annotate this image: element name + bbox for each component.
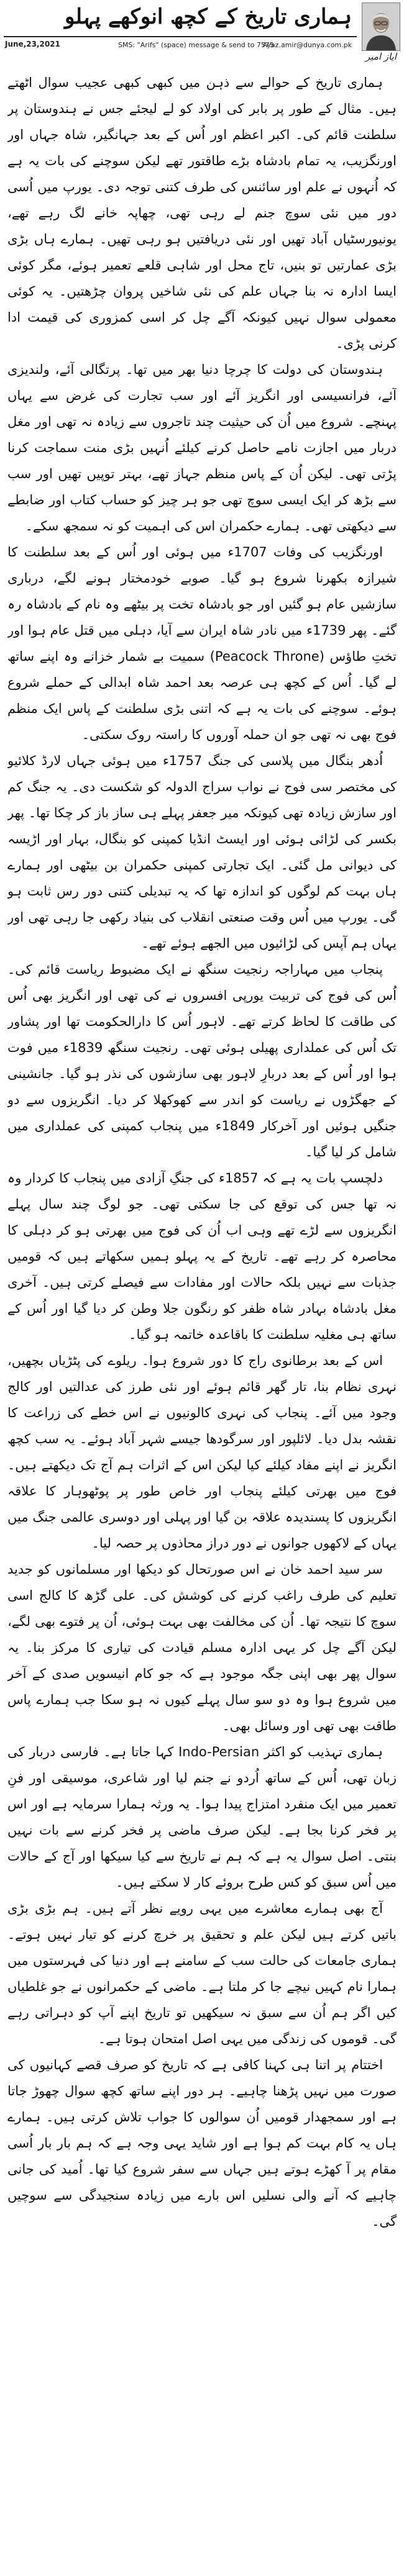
author-email: Ayaz.amir@dunya.com.pk <box>262 41 352 49</box>
author-portrait-icon <box>362 2 400 51</box>
article-paragraph: آج بھی ہمارے معاشرے میں یہی رویے نظر آتے ہیں۔ ہم بڑی بڑی باتیں کرتے ہیں لیکن علم و تحقیق پر خرچ کرنے کو تیار نہیں ہوتے۔ ہماری جامعات کی حالت سب کے سامنے ہے اور دنیا کی فہرستوں میں ہمارا نام کہیں نیچے جا کر ملتا ہے۔ ماضی کے حکمرانوں نے جو غلطیاں کیں اگر ہم اُن سے سبق نہ سیکھیں تو تاریخ اپنے آپ کو دہراتی رہے گی۔ قوموں کی زندگی میں یہی اصل امتحان ہوتا ہے۔ <box>7 1901 397 2046</box>
header-rule <box>4 36 357 37</box>
article-paragraph: اختتام پر اتنا ہی کہنا کافی ہے کہ تاریخ کو صرف قصے کہانیوں کی صورت میں نہیں پڑھنا چاہیے۔ ہر دور اپنے ساتھ کچھ سوال چھوڑ جاتا ہے اور سمجھدار قومیں اُن سوالوں کا جواب تلاش کرتی ہیں۔ ہمارے ہاں یہ کام بہت کم ہوا ہے اور شاید یہی وجہ ہے کہ ہم بار بار اُسی مقام پر آ کھڑے ہوتے ہیں جہاں سے سفر شروع کیا تھا۔ اُمید کی جانی چاہیے کہ آنے والی نسلیں اس بارے میں زیادہ سنجیدگی سے سوچیں گی۔ <box>7 2057 397 2229</box>
author-signature: ایاز امیر <box>365 51 397 62</box>
article-paragraph: اورنگزیب کی وفات 1707ء میں ہوئی اور اُس کے بعد سلطنت کا شیرازہ بکھرنا شروع ہو گیا۔ صوبے خودمختار ہونے لگے، درباری سازشیں عام ہو گئیں اور جو بادشاہ تخت پر بیٹھے وہ نام کے بادشاہ رہ گئے۔ پھر 1739ء میں نادر شاہ ایران سے آیا، دہلی میں قتل عام ہوا اور تختِ طاؤس (Peacock Throne) سمیت بے شمار خزانے وہ اپنے ساتھ لے گیا۔ اُس کے کچھ ہی عرصہ بعد احمد شاہ ابدالی کے حملے شروع ہوئے۔ سوچنے کی بات یہ ہے کہ اتنی بڑی سلطنت کے پاس ایک منظم فوج بھی نہ تھی جو ان حملہ آوروں کا راستہ روک سکتی۔ <box>7 545 397 742</box>
article-paragraph: پنجاب میں مہاراجہ رنجیت سنگھ نے ایک مضبوط ریاست قائم کی۔ اُس کی فوج کی تربیت یورپی افسروں نے کی تھی اور انگریز بھی اُس کی طاقت کا لحاظ کرتے تھے۔ لاہور اُس کا دارالحکومت تھا اور پشاور تک اُس کی عملداری پھیلی ہوئی تھی۔ رنجیت سنگھ 1839ء میں فوت ہوا اور اُس کے بعد دربارِ لاہور بھی سازشوں کی نذر ہو گیا۔ جانشینی کے جھگڑوں نے ریاست کو اندر سے کھوکھلا کر دیا۔ انگریزوں سے دو جنگیں ہوئیں اور آخرکار 1849ء میں پنجاب کمپنی کی عملداری میں شامل کر لیا گیا۔ <box>7 962 397 1159</box>
sms-info: SMS: "Arifs" (space) message & send to 7575 <box>118 41 274 49</box>
article-paragraph: ہماری تاریخ کے حوالے سے ذہن میں کبھی کبھی عجیب سوال اٹھتے ہیں۔ مثال کے طور پر بابر کی اولاد کو لے لیجئے جس نے ہندوستان پر سلطنت قائم کی۔ اکبر اعظم اور اُس کے بعد جہانگیر، شاہ جہاں اور اورنگزیب، یہ تمام بادشاہ بڑے طاقتور تھے لیکن سوچنے کی بات یہ ہے کہ اُنہوں نے علم اور سائنس کی طرف کتنی توجہ دی۔ یورپ میں اُسی دور میں نئی سوچ جنم لے رہی تھی، چھاپہ خانے لگ رہے تھے، یونیورسٹیاں آباد تھیں اور نئی دریافتیں ہو رہی تھیں۔ ہمارے ہاں بڑی بڑی عمارتیں تو بنیں، تاج محل اور شاہی قلعے تعمیر ہوئے، مگر کوئی ایسا ادارہ نہ بنا جہاں علم کی نئی شاخیں پروان چڑھتیں۔ یہ کوئی معمولی سوال نہیں کیونکہ آگے چل کر اسی کمزوری کی قیمت ادا کرنی پڑی۔ <box>7 75 397 351</box>
column-title: ہماری تاریخ کے کچھ انوکھے پہلو <box>65 4 352 29</box>
article-body <box>7 70 397 2564</box>
article-paragraph: اس کے بعد برطانوی راج کا دور شروع ہوا۔ ریلوے کی پٹڑیاں بچھیں، نہری نظام بنا، تار گھر قائم ہوئے اور نئی طرز کی عدالتیں اور کالج وجود میں آئے۔ پنجاب کی نہری کالونیوں نے اس خطے کی زراعت کا نقشہ بدل دیا۔ لائلپور اور سرگودھا جیسے شہر آباد ہوئے۔ یہ سب کچھ انگریز نے اپنے مفاد کیلئے کیا لیکن اس کے اثرات ہم آج تک دیکھتے ہیں۔ فوج میں بھرتی کیلئے پنجاب اور خاص طور پر پوٹھوہار کا علاقہ انگریزوں کا پسندیدہ علاقہ بن گیا اور پہلی اور دوسری عالمی جنگ میں یہاں کے لاکھوں جوانوں نے دور دراز محاذوں پر حصہ لیا۔ <box>7 1353 397 1551</box>
article-paragraph: اُدھر بنگال میں پلاسی کی جنگ 1757ء میں ہوئی جہاں لارڈ کلائیو کی مختصر سی فوج نے نواب سراج الدولہ کو شکست دی۔ یہ جنگ کم اور سازش زیادہ تھی کیونکہ میر جعفر پہلے ہی ساز باز کر چکا تھا۔ پھر بکسر کی لڑائی ہوئی اور ایسٹ انڈیا کمپنی کو بنگال، بہار اور اڑیسہ کی دیوانی مل گئی۔ ایک تجارتی کمپنی حکمران بن بیٹھی اور ہمارے ہاں بہت کم لوگوں کو اندازہ تھا کہ یہ تبدیلی کتنی دور رس ثابت ہو گی۔ یورپ میں اُس وقت صنعتی انقلاب کی بنیاد رکھی جا رہی تھی اور یہاں ہم آپس کی لڑائیوں میں الجھے ہوئے تھے۔ <box>7 753 397 951</box>
publish-date: June,23,2021 <box>5 40 60 48</box>
article-paragraph: سر سید احمد خان نے اس صورتحال کو دیکھا اور مسلمانوں کو جدید تعلیم کی طرف راغب کرنے کی کوشش کی۔ علی گڑھ کا کالج اسی سوچ کا نتیجہ تھا۔ اُن کی مخالفت بھی بہت ہوئی، اُن پر فتوے بھی لگے، لیکن آگے چل کر یہی ادارہ مسلم قیادت کی تیاری کا مرکز بنا۔ یہ سوال پھر بھی اپنی جگہ موجود ہے کہ جو کام انیسویں صدی کے آخر میں شروع ہوا وہ دو سو سال پہلے کیوں نہ ہو سکا جب ہمارے پاس طاقت بھی تھی اور وسائل بھی۔ <box>7 1562 397 1733</box>
column-header <box>0 0 404 73</box>
article-paragraph: ہندوستان کی دولت کا چرچا دنیا بھر میں تھا۔ پرتگالی آئے، ولندیزی آئے، فرانسیسی اور انگریز آئے اور سب تجارت کی غرض سے یہاں پہنچے۔ شروع میں اُن کی حیثیت چند تاجروں سے زیادہ نہ تھی اور مغل دربار میں اجازت نامے حاصل کرنے کیلئے اُنہیں بڑی منت سماجت کرنا پڑتی تھی۔ لیکن اُن کے پاس منظم جہاز تھے، بہتر توپیں تھیں اور سب سے بڑھ کر ایک ایسی سوچ تھی جو ہر چیز کو حساب کتاب اور ضابطے سے دیکھتی تھی۔ ہمارے حکمران اس کی اہمیت کو نہ سمجھ سکے۔ <box>7 362 397 533</box>
article-paragraph: دلچسپ بات یہ ہے کہ 1857ء کی جنگِ آزادی میں پنجاب کا کردار وہ نہ تھا جس کی توقع کی جا سکتی تھی۔ جو لوگ چند سال پہلے انگریزوں سے لڑے تھے وہی اب اُن کی فوج میں بھرتی ہو کر دہلی کا محاصرہ کر رہے تھے۔ تاریخ کے یہ پہلو ہمیں سکھاتے ہیں کہ قومیں جذبات سے نہیں بلکہ حالات اور مفادات سے فیصلے کرتی ہیں۔ آخری مغل بادشاہ بہادر شاہ ظفر کو رنگون جلا وطن کر دیا گیا اور اُس کے ساتھ ہی مغلیہ سلطنت کا باقاعدہ خاتمہ ہو گیا۔ <box>7 1171 397 1342</box>
article-paragraph: ہماری تہذیب کو اکثر Indo-Persian کہا جاتا ہے۔ فارسی دربار کی زبان تھی، اُس کے ساتھ اُردو نے جنم لیا اور شاعری، موسیقی اور فنِ تعمیر میں ایک منفرد امتزاج پیدا ہوا۔ یہ ورثہ ہمارا سرمایہ ہے اور اس پر فخر کرنا بجا ہے۔ لیکن صرف ماضی پر فخر کرنے سے بات نہیں بنتی۔ اصل سوال یہ ہے کہ ہم نے تاریخ سے کیا سیکھا اور آج کے حالات میں اُس سبق کو کس طرح بروئے کار لا سکتے ہیں۔ <box>7 1744 397 1890</box>
